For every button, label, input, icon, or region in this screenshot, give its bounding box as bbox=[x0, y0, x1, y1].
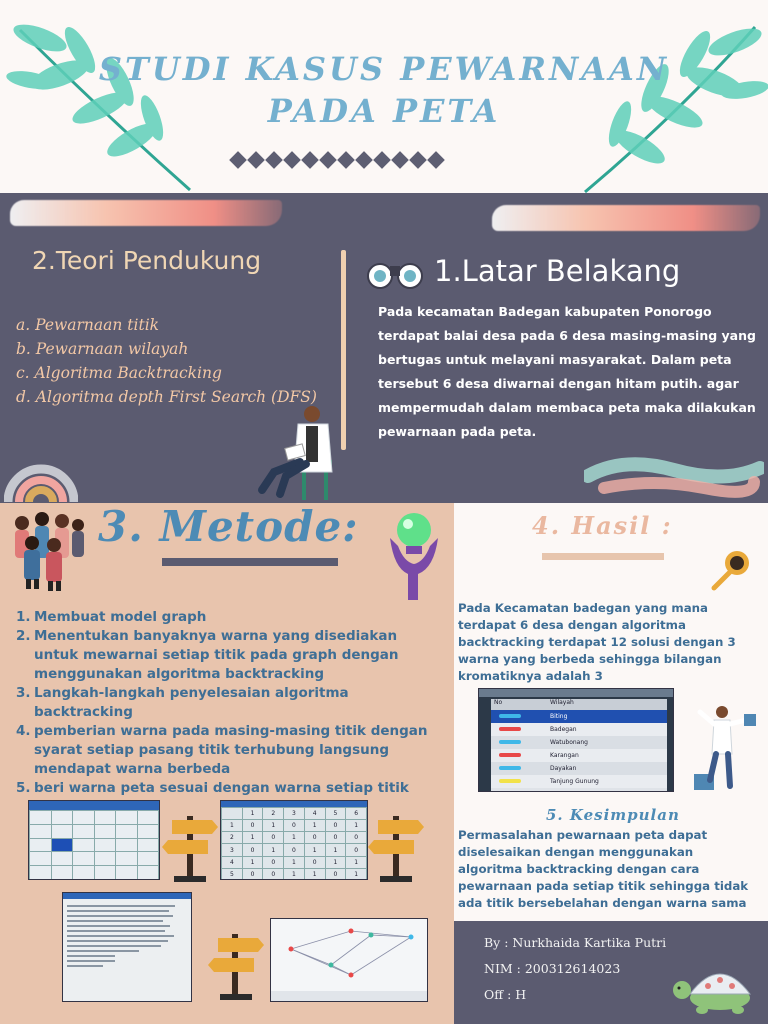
crowd-people-icon bbox=[2, 505, 98, 591]
rainbow-icon bbox=[4, 436, 78, 502]
list-item: a. Pewarnaan titik bbox=[16, 316, 160, 334]
result-row: Watubonang bbox=[491, 736, 667, 749]
credit-nim: NIM : 200312614023 bbox=[484, 961, 621, 976]
graph-diagram bbox=[271, 919, 428, 1002]
brush-stroke-right bbox=[492, 205, 760, 231]
color-swatch bbox=[499, 740, 521, 744]
color-swatch bbox=[499, 766, 521, 770]
magnifier-icon bbox=[706, 548, 752, 594]
signpost-icon bbox=[204, 928, 266, 1000]
hasil-text: Pada Kecamatan badegan yang mana terdapat 6 desa dengan algoritma backtracking terdapat 12 solusi dengan 3 warna yang berbeda sehingga bilangan kromatiknya adalah 3 bbox=[458, 601, 736, 683]
metode-step: 5. beri warna peta sesuai dengan warna setiap titik bbox=[16, 780, 409, 796]
teori-list bbox=[16, 313, 336, 409]
brush-stroke-left bbox=[10, 200, 282, 226]
screenshot-console-output bbox=[62, 892, 192, 1002]
credit-author: By : Nurkhaida Kartika Putri bbox=[484, 935, 667, 950]
crystal-ball-icon bbox=[384, 508, 444, 604]
list-item: b. Pewarnaan wilayah bbox=[16, 340, 189, 358]
teori-heading: 2.Teori Pendukung bbox=[32, 246, 262, 275]
color-swatch bbox=[499, 779, 521, 783]
screenshot-adjacency-matrix: 1 2 3 4 5 6 1 0 1 0 1 0 1 2 1 0 1 0 0 0 3 0 1 0 1 1 0 4 1 0 1 0 1 1 5 0 0 1 1 0 1 bbox=[220, 800, 368, 880]
metode-step: 2. Menentukan banyaknya warna yang disediakan untuk mewarnai setiap titik pada graph dengan menggunakan algoritma backtracking bbox=[16, 628, 399, 682]
hasil-underline bbox=[542, 553, 664, 560]
metode-step: 1. Membuat model graph bbox=[16, 609, 207, 625]
metode-step: 3. Langkah-langkah penyelesaian algoritma backtracking bbox=[16, 685, 349, 720]
diamond-divider bbox=[230, 152, 444, 168]
latar-heading: 1.Latar Belakang bbox=[434, 254, 681, 288]
latar-text: Pada kecamatan Badegan kabupaten Ponorogo terdapat balai desa pada 6 desa masing-masing yang bertugas untuk melayani masyarakat. Dalam peta tersebut 6 desa diwarnai dengan hitam putih. agar mempermudah dalam membaca peta maka dilakukan pewarnaan pada peta. bbox=[378, 304, 756, 439]
kesimpulan-text: Permasalahan pewarnaan peta dapat diselesaikan dengan menggunakan algoritma backtracking dengan cara pewarnaan pada setiap titik sehingga tidak ada titik bersebelahan dengan warna sama bbox=[458, 828, 749, 910]
scientist-reading-icon bbox=[250, 402, 340, 502]
paint-smudge bbox=[584, 448, 764, 502]
metode-list bbox=[16, 608, 442, 798]
result-row: Tanjung Gunung bbox=[491, 775, 667, 788]
turtle-icon bbox=[670, 958, 762, 1020]
signpost-icon bbox=[160, 810, 220, 882]
color-swatch bbox=[499, 727, 521, 731]
signpost-icon bbox=[366, 810, 426, 882]
result-row: Karangan bbox=[491, 749, 667, 762]
list-item: c. Algoritma Backtracking bbox=[16, 364, 222, 382]
metode-step: 4. pemberian warna pada masing-masing titik dengan syarat setiap pasang titik terhubung langsung mendapat warna berbeda bbox=[16, 723, 428, 777]
credit-off: Off : H bbox=[484, 987, 527, 1002]
screenshot-graph bbox=[270, 918, 428, 1002]
color-swatch bbox=[499, 714, 521, 718]
screenshot-result-table: No Wilayah Biting Badegan Watubonang Karangan Dayakan Tanjung Gunung bbox=[478, 688, 674, 792]
color-swatch bbox=[499, 753, 521, 757]
list-item: d. Algoritma depth First Search (DFS) bbox=[16, 388, 317, 406]
metode-underline bbox=[162, 558, 338, 566]
hasil-heading: 4. Hasil : bbox=[532, 511, 673, 540]
scientist-standing-icon bbox=[690, 700, 760, 794]
result-row: Dayakan bbox=[491, 762, 667, 775]
credits bbox=[484, 930, 666, 1008]
page-title: STUDI KASUS PEWARNAAN PADA PETA bbox=[98, 50, 670, 130]
result-row: Biting bbox=[491, 710, 667, 723]
kesimpulan-heading: 5. Kesimpulan bbox=[546, 806, 680, 824]
binoculars-icon bbox=[366, 258, 424, 290]
result-row: Badegan bbox=[491, 723, 667, 736]
vertical-divider bbox=[341, 250, 346, 450]
metode-heading: 3. Metode: bbox=[98, 502, 359, 551]
screenshot-grid-table bbox=[28, 800, 160, 880]
result-rows bbox=[491, 710, 667, 788]
